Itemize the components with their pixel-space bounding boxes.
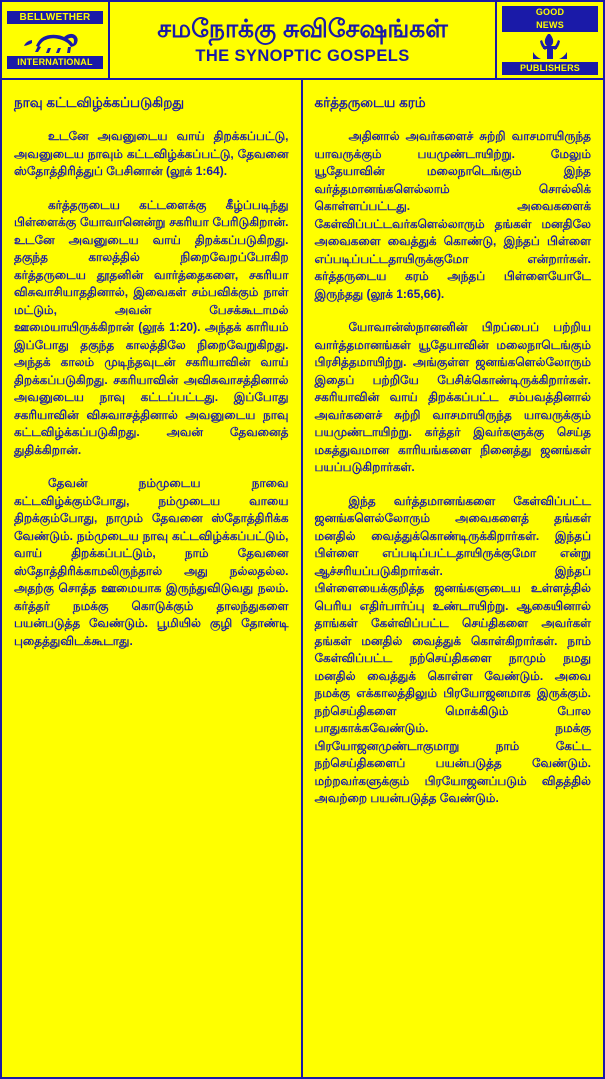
logo-band-publishers: PUBLISHERS <box>502 62 598 75</box>
torch-icon <box>521 34 579 60</box>
title-tamil: சமநோக்கு சுவிசேஷங்கள் <box>157 15 448 43</box>
document-header <box>2 2 603 80</box>
article-columns <box>2 80 603 1077</box>
left-section-heading: நாவு கட்டவிழ்க்கப்படுகிறது <box>14 95 185 110</box>
ram-icon <box>18 26 92 54</box>
left-column <box>2 80 303 1077</box>
right-paragraph-3: இந்த வர்த்தமானங்களை கேள்விப்பட்ட ஜனங்களெல்லோரும் அவைகளைத் தங்கள் மனதில் வைத்துக்கொண்டிருக்கிறார்கள். இந்தப் பிள்ளை எப்படிப்பட்டதாயிருக்குமோ என்று ஆச்சரியப்படுகிறார்கள். இந்தப் பிள்ளையைக்குறித்த ஜனங்களுடைய உள்ளத்தில் பெரிய எதிர்பார்ப்பு உண்டாயிற்று. ஆகையினால் தாங்கள் கேள்விப்பட்ட செய்திகளை அவர்கள் தங்கள் மனதில் வைத்துக் கொள்கிறார்கள். நாம் கேள்விப்பட்ட நற்செய்திகளை நாமும் நமது மனதில் வைத்துக் கொள்ள வேண்டும். அவை நமக்கு எக்காலத்திலும் பிரயோஜனமாக இருக்கும். நற்செய்திகளை மொக்கிடும் போல பாதுகாக்கவேண்டும். நமக்கு பிரயோஜனமுண்டாகுமாறு நாம் கேட்ட நற்செய்திகளைப் பயன்படுத்த வேண்டும். மற்றவர்களுக்கும் பிரயோஜனப்படும் விதத்தில் அவற்றை பயன்படுத்த வேண்டும். <box>314 493 591 805</box>
logo-band-good: GOOD <box>502 6 598 19</box>
good-news-publishers-logo <box>495 2 603 78</box>
document-title-block <box>110 2 495 78</box>
left-paragraph-1: உடனே அவனுடைய வாய் திறக்கப்பட்டு, அவனுடைய நாவும் கட்டவிழ்க்கப்பட்டு, தேவனை ஸ்தோத்திரித்துப் பேசினான் (லூக் 1:64). <box>14 129 289 178</box>
right-section-heading: கர்த்தருடைய கரம் <box>314 95 426 110</box>
left-paragraph-3: தேவன் நம்முடைய நாவை கட்டவிழ்க்கும்போது, நம்முடைய வாயை திறக்கும்போது, நாமும் தேவனை ஸ்தோத்திரிக்க வேண்டும். நம்முடைய நாவு கட்டவிழ்க்கப்பட்டும், வாய் திறக்கப்பட்டும், நாம் தேவனை ஸ்தோத்திரிக்காமலிருந்தால் அது நல்லதல்ல. அதற்கு சொத்த ஊமையாக இருந்துவிடுவது நலம். கர்த்தர் நமக்கு கொடுக்கும் தாலந்துகளை பயன்படுத்த வேண்டும். பூமியில் குழி தோண்டி புதைத்துவிடக்கூடாது. <box>14 476 289 648</box>
right-paragraph-1: அதினால் அவர்களைச் சுற்றி வாசமாயிருந்த யாவருக்கும் பயமுண்டாயிற்று. மேலும் யூதேயாவின் மலைநாடெங்கும் இந்த வர்த்தமானங்களெல்லாம் சொல்லிக் கொள்ளப்பட்டது. அவைகளைக் கேள்விப்பட்டவர்களெல்லாரும் தங்கள் மனதிலே அவைகளை வைத்துக் கொண்டு, இந்தப் பிள்ளை எப்படிப்பட்டதாயிருக்குமோ என்றார்கள். கர்த்தருடைய கரம் அந்தப் பிள்ளையோடே இருந்தது (லூக் 1:65,66). <box>314 129 591 301</box>
logo-band-bellwether: BELLWETHER <box>7 11 103 24</box>
right-column <box>303 80 604 1077</box>
title-english: THE SYNOPTIC GOSPELS <box>195 47 410 65</box>
right-paragraph-2: யோவான்ஸ்நானனின் பிறப்பைப் பற்றிய வார்த்தமானங்கள் யூதேயாவின் மலைநாடெங்கும் பிரசித்தமாயிற்று. அங்குள்ள ஜனங்களெல்லோரும் இதைப் பற்றியே பேசிக்கொண்டிருக்கிறார்கள். சகரியாவின் வாய் திறக்கப்பட்ட சம்பவத்தினால் அவர்களைச் சுற்றி வாசமாயிருந்த யாவருக்கும் பயமுண்டாயிற்று. கர்த்தர் இவர்களுக்கு செய்த மகத்துவமான காரியங்களை நினைத்து ஜனங்கள் பயப்படுகிறார்கள். <box>314 320 591 474</box>
bellwether-international-logo <box>2 2 110 78</box>
logo-band-news: NEWS <box>502 19 598 32</box>
left-paragraph-2: கர்த்தருடைய கட்டளைக்கு கீழ்ப்படிந்து பிள்ளைக்கு யோவானென்று சகரியா பேரிடுகிறான். உடனே அவனுடைய வாய் திறக்கப்படுகிறது. தகுந்த காலத்தில் நிறைவேறப்போகிற கர்த்தருடைய தூதனின் வார்த்தைகளை, சகரியா விசுவாசியாததினால், இவைகள் சம்பவிக்கும் நாள் மட்டும், அவன் பேசக்கூடாமல் ஊமையாயிருக்கிறான் (லூக் 1:20). அந்தக் காரியம் இப்போது தகுந்த காலத்திலே நிறைவேறுகிறது. அந்தக் காலம் முடிந்தவுடன் சகரியாவின் வாய் திறக்கப்படுகிறது. சகரியாவின் அவிசுவாசத்தினால் அவனுடைய நாவு கட்டப்பட்டது. இப்போது சகரியாவின் விசுவாசத்தினால் அவனுடைய நாவு கட்டவிழ்க்கப்படுகிறது. அவன் தேவனைத் துதிக்கிறான். <box>14 197 289 457</box>
logo-band-international: INTERNATIONAL <box>7 56 103 69</box>
